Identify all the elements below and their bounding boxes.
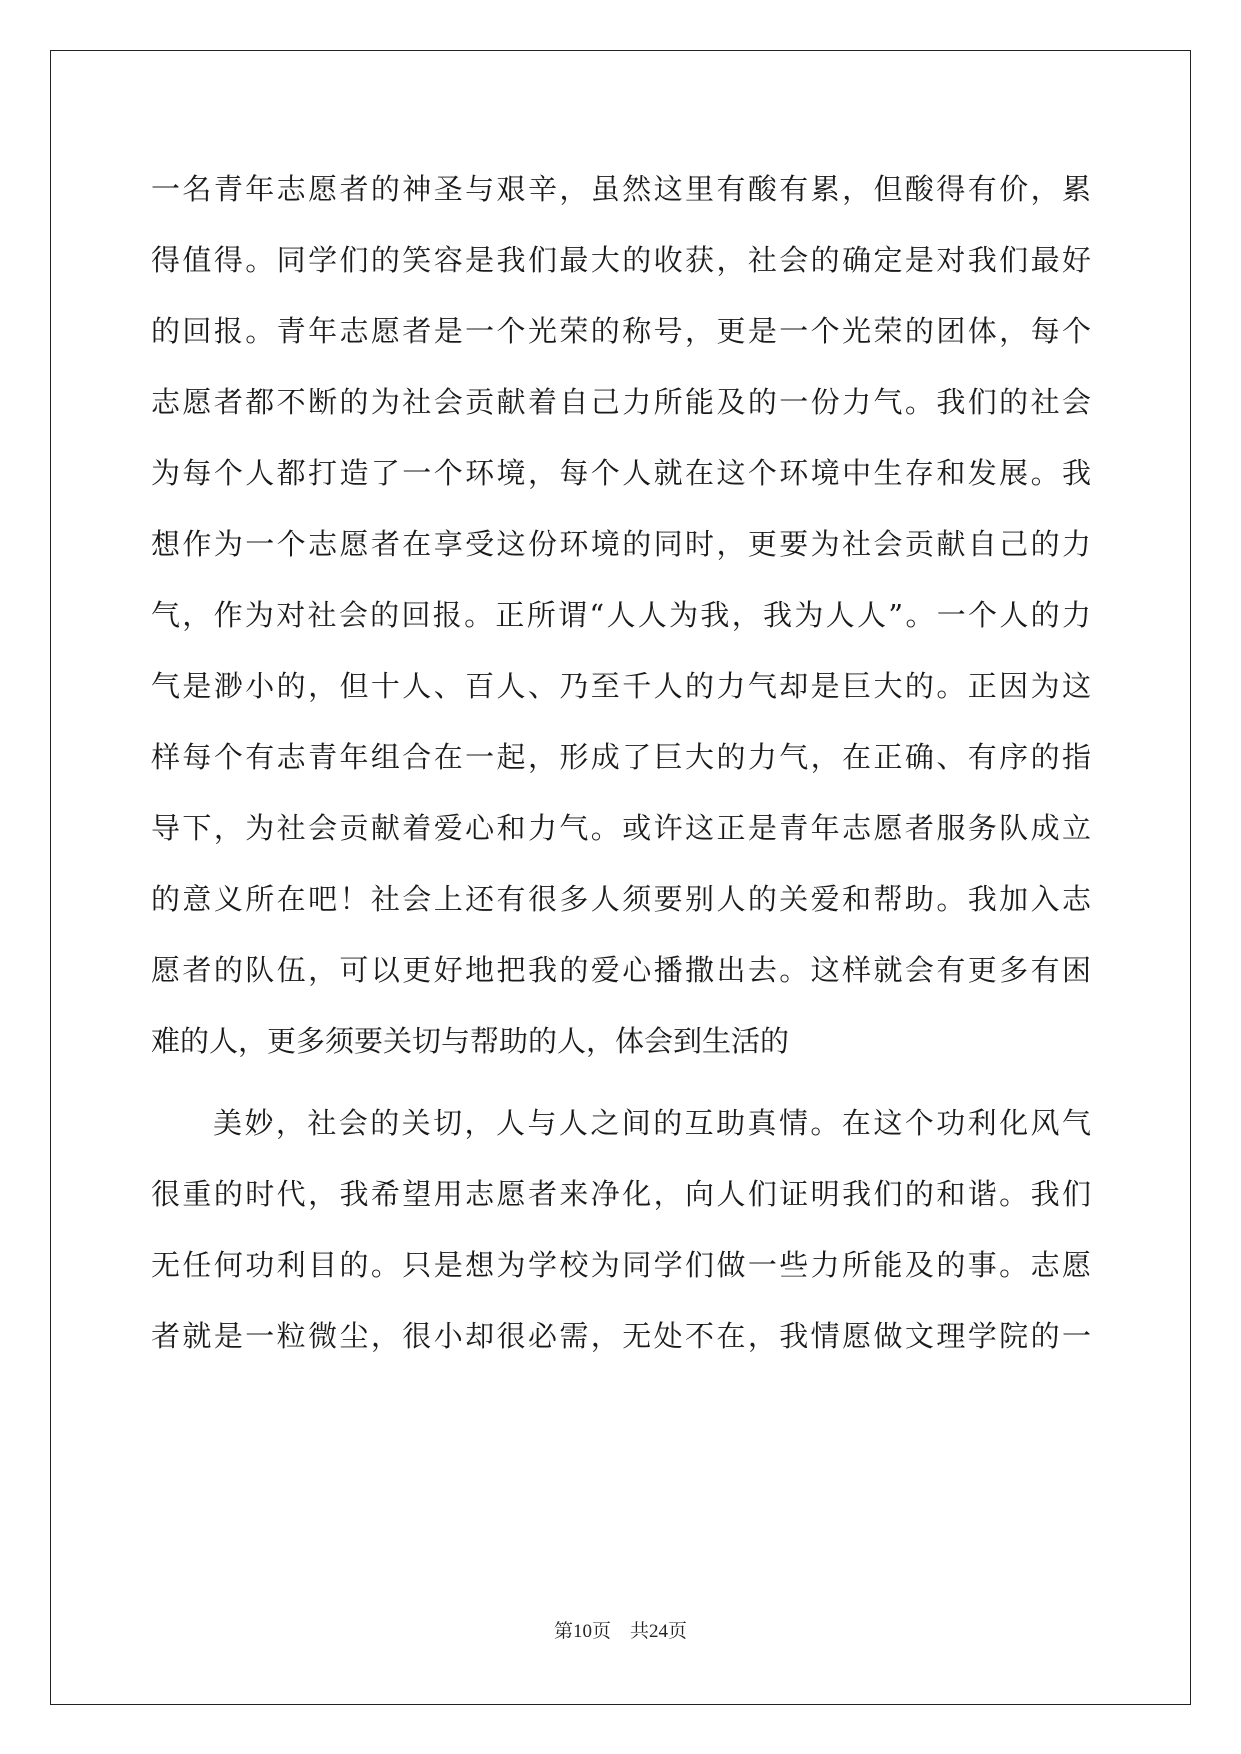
paragraph-line: 为每个人都打造了一个环境，每个人就在这个环境中生存和发展。我 [151, 456, 1091, 490]
paragraph-line: 的回报。青年志愿者是一个光荣的称号，更是一个光荣的团体，每个 [151, 314, 1091, 348]
paragraph-line: 无任何功利目的。只是想为学校为同学们做一些力所能及的事。志愿 [151, 1248, 1091, 1282]
paragraph-line: 愿者的队伍，可以更好地把我的爱心播撒出去。这样就会有更多有困 [151, 953, 1091, 987]
paragraph-line: 气，作为对社会的回报。正所谓“人人为我，我为人人”。一个人的力 [151, 598, 1091, 632]
paragraph-line: 难的人，更多须要关切与帮助的人，体会到生活的 [151, 1024, 790, 1058]
paragraph-line: 美妙，社会的关切，人与人之间的互助真情。在这个功利化风气 [213, 1106, 1091, 1140]
paragraph-line: 气是渺小的，但十人、百人、乃至千人的力气却是巨大的。正因为这 [151, 669, 1091, 703]
paragraph-line: 一名青年志愿者的神圣与艰辛，虽然这里有酸有累，但酸得有价，累 [151, 172, 1091, 206]
paragraph-line: 导下，为社会贡献着爱心和力气。或许这正是青年志愿者服务队成立 [151, 811, 1091, 845]
paragraph-line: 得值得。同学们的笑容是我们最大的收获，社会的确定是对我们最好 [151, 243, 1091, 277]
page-border [50, 50, 1191, 1705]
page-number-footer: 第10页 共24页 [553, 1621, 687, 1642]
paragraph-line: 样每个有志青年组合在一起，形成了巨大的力气，在正确、有序的指 [151, 740, 1091, 774]
paragraph-line: 很重的时代，我希望用志愿者来净化，向人们证明我们的和谐。我们 [151, 1177, 1091, 1211]
paragraph-line: 者就是一粒微尘，很小却很必需，无处不在，我情愿做文理学院的一 [151, 1319, 1091, 1353]
paragraph-line: 想作为一个志愿者在享受这份环境的同时，更要为社会贡献自己的力 [151, 527, 1091, 561]
paragraph-line: 志愿者都不断的为社会贡献着自己力所能及的一份力气。我们的社会 [151, 385, 1091, 419]
paragraph-line: 的意义所在吧！社会上还有很多人须要别人的关爱和帮助。我加入志 [151, 882, 1091, 916]
